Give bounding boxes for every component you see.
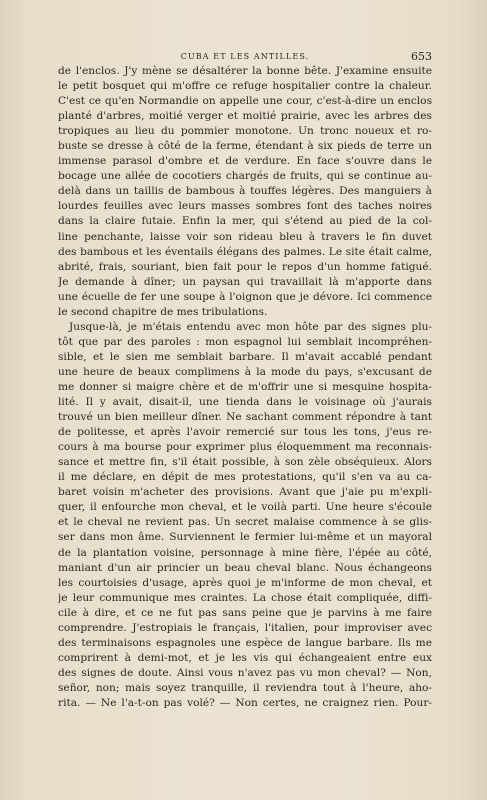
text-line: immense parasol d'ombre et de verdure. En face s'ouvre dans le — [58, 155, 432, 168]
text-line: C'est ce qu'en Normandie on appelle une cour, c'est-à-dire un enclos — [58, 95, 432, 108]
text-line: tôt que par des paroles : mon espagnol lui semblait incompréhen- — [58, 335, 432, 348]
text-line: dans la claire futaie. Enfin la mer, qui s'étend au pied de la col- — [58, 215, 432, 228]
text-line: lité. Il y avait, disait-il, une tienda dans le voisinage où j'aurais — [58, 396, 432, 409]
text-line: sible, et le sien me semblait barbare. Il m'avait accablé pendant — [58, 350, 432, 363]
text-line: des terminaisons espagnoles une espèce de langue barbare. Ils me — [58, 636, 432, 649]
text-line: le petit bosquet qui m'offre ce refuge hospitalier contre la chaleur. — [58, 80, 432, 93]
page-header — [58, 50, 432, 64]
text-line: ser dans mon âme. Surviennent le fermier lui-même et un mayoral — [58, 531, 432, 544]
text-line: Je demande à dîner; un paysan qui travaillait là m'apporte dans — [58, 275, 432, 288]
text-line: je leur communique mes craintes. La chose était compliquée, diffi- — [58, 591, 432, 604]
text-line: Jusque-là, je m'étais entendu avec mon hôte par des signes plu- — [69, 320, 432, 333]
text-line: trouvé un bien meilleur dîner. Ne sachant comment répondre à tant — [58, 411, 432, 424]
text-line: le second chapitre de mes tribulations. — [58, 305, 268, 318]
text-line: tropiques au lieu du pommier monotone. Un tronc noueux et ro- — [58, 125, 432, 138]
text-line: abrité, frais, souriant, bien fait pour le repos d'un homme fatigué. — [58, 260, 432, 273]
text-line: planté d'arbres, moitié verger et moitié prairie, avec les arbres des — [58, 110, 432, 123]
text-line: de l'enclos. J'y mène se désaltérer la bonne bête. J'examine ensuite — [58, 65, 432, 77]
text-line: sance et mettre fin, s'il était possible, à son zèle obséquieux. Alors — [58, 456, 432, 469]
body-text — [58, 64, 432, 711]
text-line: il me déclare, en dépit de mes protestations, qu'il s'en va au ca- — [58, 471, 432, 484]
text-line: señor, non; mais soyez tranquille, il reviendra tout à l'heure, aho- — [58, 681, 432, 694]
text-line: une heure de beaux complimens à la mode du pays, s'excusant de — [58, 365, 432, 378]
text-line: des signes de doute. Ainsi vous n'avez pas vu mon cheval? — Non, — [58, 666, 432, 679]
text-line: delà dans un taillis de bambous à touffes légères. Des manguiers à — [58, 185, 432, 198]
text-line: lourdes feuilles avec leurs masses sombres font des taches noires — [58, 200, 432, 213]
text-line: maniant d'un air princier un beau cheval blanc. Nous échangeons — [58, 561, 432, 574]
text-line: une écuelle de fer une soupe à l'oignon que je dévore. Ici commence — [58, 290, 432, 303]
text-line: quer, il enfourche mon cheval, et le voilà parti. Une heure s'écoule — [58, 501, 432, 514]
page-number: 653 — [411, 50, 432, 63]
text-line: de la plantation voisine, personnage à mine fière, l'épée au côté, — [58, 546, 432, 559]
text-line: bocage une allée de cocotiers chargés de fruits, qui se continue au- — [58, 170, 432, 183]
text-line: me donner si maigre chère et de m'offrir une si mesquine hospita- — [58, 380, 432, 393]
text-line: line penchante, laisse voir son rideau bleu à travers le fin duvet — [58, 230, 432, 243]
text-line: comprirent à demi-mot, et je les vis qui échangeaient entre eux — [58, 651, 432, 664]
text-line: cours à ma bourse pour exprimer plus éloquemment ma reconnais- — [58, 441, 432, 454]
text-line: des bambous et les éventails élégans des palmes. Le site était calme, — [58, 245, 432, 258]
text-line: les courtoisies d'usage, après quoi je m'informe de mon cheval, et — [58, 576, 432, 589]
text-line: buste se dresse à côté de la ferme, étendant à six pieds de terre un — [58, 140, 432, 153]
text-line: comprendre. J'estropiais le français, l'italien, pour improviser avec — [58, 621, 432, 634]
text-line: et le cheval ne revient pas. Un secret malaise commence à se glis- — [58, 516, 432, 529]
text-line: rita. — Ne l'a-t-on pas volé? — Non certes, ne craignez rien. Pour- — [58, 696, 432, 709]
text-line: baret voisin m'acheter des provisions. Avant que j'aie pu m'expli- — [58, 486, 432, 499]
text-line: de politesse, et après l'avoir remercié sur tous les tons, j'eus re- — [58, 426, 432, 439]
running-title: CUBA ET LES ANTILLES. — [180, 52, 310, 61]
text-line: cile à dire, et ce ne fut pas sans peine que je parvins à me faire — [58, 606, 432, 619]
